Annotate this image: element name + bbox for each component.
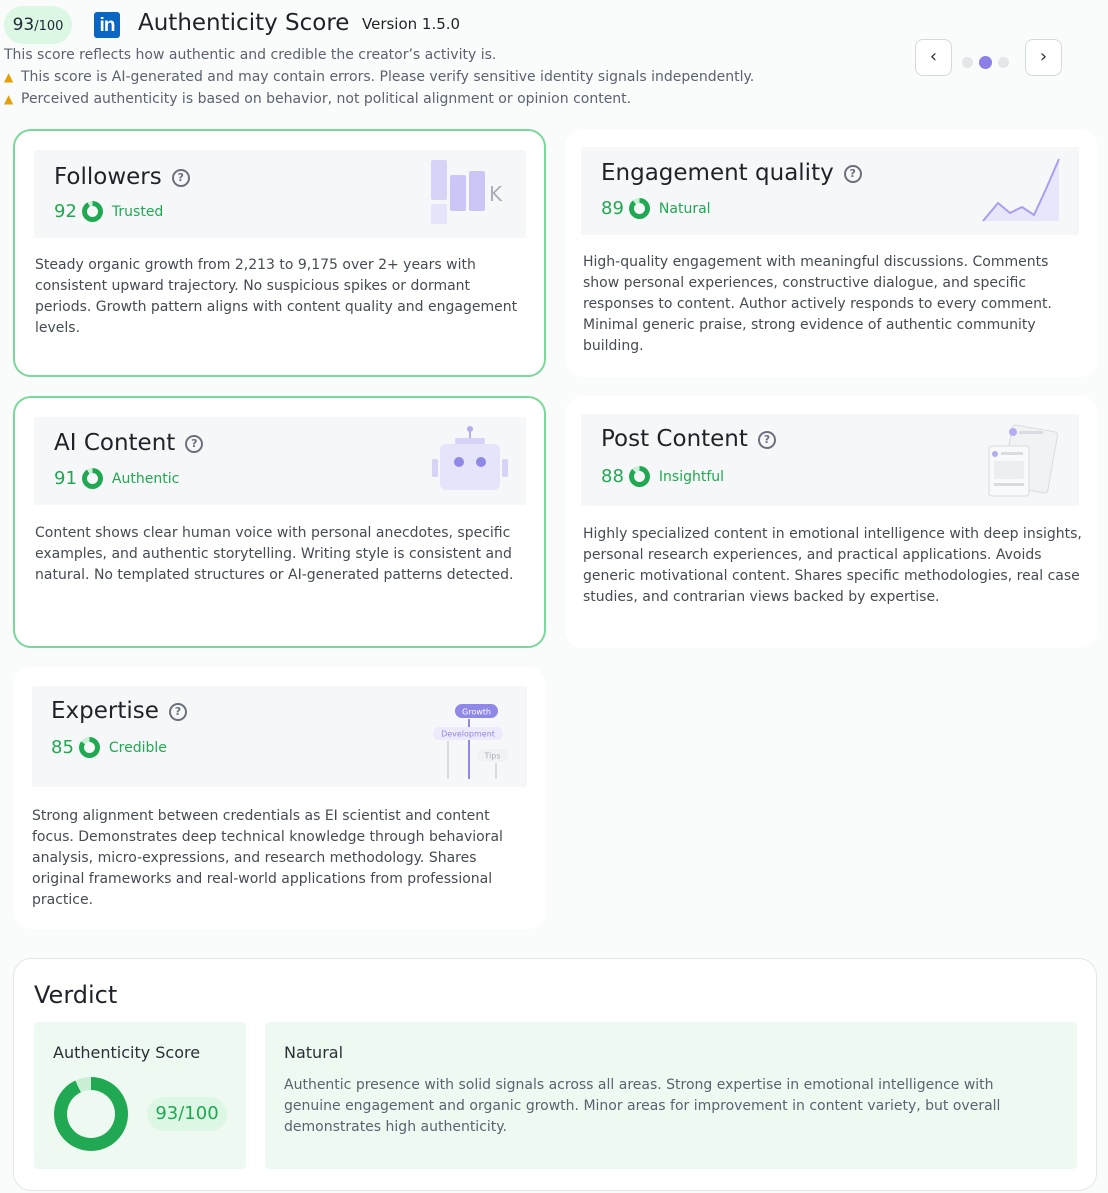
warning-icon: ▲ — [4, 92, 14, 106]
card-score — [54, 201, 163, 222]
score-ring-icon — [79, 737, 100, 758]
score-ring-icon — [82, 201, 103, 222]
page-dot-1[interactable] — [962, 57, 973, 68]
header — [0, 0, 1108, 128]
card-title — [51, 698, 187, 724]
verdict-text: Authentic presence with solid signals across all areas. Strong expertise in emotional intelligence with genuine engagement and organic growth. Minor areas for improvement in content variety, but overall demonstrates high authenticity. — [284, 1077, 1001, 1135]
card-title — [601, 426, 776, 452]
page-title: Authenticity Score — [138, 10, 350, 36]
card-title-text: AI Content — [54, 430, 176, 456]
warning-icon: ▲ — [4, 70, 14, 84]
card-title-text: Engagement quality — [601, 160, 834, 186]
card-description: Highly specialized content in emotional intelligence with deep insights, personal research experiences, and practical applications. Avoids generic motivational content. Shares specific methodologies, real case studies, and contrarian views backed by expertise. — [583, 526, 1082, 605]
card-title — [601, 160, 862, 186]
card-description: Strong alignment between credentials as EI scientist and content focus. Demonstrates deep technical knowledge through behavioral analysis, micro-expressions, and research methodology. Shares original frameworks and real-world applications from professional practice. — [32, 808, 503, 908]
verdict-summary-panel — [265, 1022, 1077, 1169]
score-tag: Natural — [658, 200, 711, 217]
page-dot-3[interactable] — [998, 57, 1009, 68]
expertise-tags-icon — [431, 701, 511, 783]
card-title-text: Post Content — [601, 426, 748, 452]
score-donut-icon — [54, 1077, 128, 1151]
behavior-disclaimer-text: Perceived authenticity is based on behavior, not political alignment or opinion content. — [21, 91, 632, 107]
score-tag: Trusted — [111, 203, 164, 220]
help-icon[interactable]: ? — [844, 165, 862, 183]
card-title — [54, 164, 190, 190]
followers-card[interactable] — [13, 129, 546, 377]
expertise-chip-growth: Growth — [462, 707, 491, 717]
card-description: Content shows clear human voice with personal anecdotes, specific examples, and authentic storytelling. Writing style is consistent and natural. No templated structures or AI-generated patterns detected. — [35, 525, 514, 583]
page-subtitle: This score reflects how authentic and credible the creator’s activity is. — [4, 47, 497, 63]
card-score — [54, 468, 179, 489]
card-title — [54, 430, 203, 456]
verdict-score-badge: 93/100 — [147, 1097, 227, 1131]
page-dot-2[interactable] — [979, 56, 992, 69]
score-tag: Credible — [108, 739, 167, 756]
help-icon[interactable]: ? — [169, 703, 187, 721]
linkedin-logo-text: in — [99, 15, 115, 36]
score-ring-icon — [82, 468, 103, 489]
score-value: 91 — [54, 468, 77, 489]
verdict-score-panel — [34, 1022, 246, 1169]
version-label: Version 1.5.0 — [362, 15, 461, 33]
overall-score-badge — [4, 6, 72, 44]
ai-disclaimer-text: This score is AI-generated and may contain errors. Please verify sensitive identity signals independently. — [21, 69, 755, 85]
pagination-dots — [962, 52, 1015, 71]
expertise-chip-tips: Tips — [484, 751, 501, 761]
verdict-card — [13, 958, 1097, 1191]
engagement-quality-card[interactable] — [565, 129, 1098, 377]
followers-illustration-letter: K — [489, 182, 503, 206]
followers-chart-icon — [429, 157, 511, 227]
help-icon[interactable]: ? — [758, 431, 776, 449]
ai-content-card[interactable] — [13, 396, 546, 648]
score-tag: Insightful — [658, 468, 725, 485]
score-value: 89 — [601, 198, 624, 219]
score-tag: Authentic — [111, 470, 180, 487]
score-ring-icon — [629, 198, 650, 219]
overall-score-value: 93 — [12, 15, 35, 35]
score-value: 85 — [51, 737, 74, 758]
card-description: High-quality engagement with meaningful discussions. Comments show personal experiences, constructive dialogue, and specific responses to content. Author actively responds to every comment. Minimal generic praise, strong evidence of authentic community building. — [583, 254, 1052, 354]
verdict-title: Verdict — [34, 981, 118, 1009]
overall-score-max: /100 — [34, 19, 64, 34]
next-button[interactable] — [1025, 39, 1062, 76]
expertise-chip-development: Development — [441, 729, 495, 739]
expertise-card[interactable] — [13, 667, 546, 929]
card-score — [51, 737, 167, 758]
card-title-text: Expertise — [51, 698, 159, 724]
card-score — [601, 198, 711, 219]
card-title-text: Followers — [54, 164, 162, 190]
chevron-left-icon: ‹ — [929, 46, 938, 67]
score-value: 88 — [601, 466, 624, 487]
card-description: Steady organic growth from 2,213 to 9,175 over 2+ years with consistent upward trajectory. No suspicious spikes or dormant periods. Growth pattern aligns with content quality and engagement levels. — [35, 257, 518, 336]
behavior-disclaimer — [4, 91, 631, 107]
post-documents-icon — [983, 424, 1063, 500]
previous-button[interactable] — [915, 39, 952, 76]
verdict-score-label: Authenticity Score — [53, 1043, 201, 1062]
chevron-right-icon: › — [1039, 46, 1048, 67]
help-icon[interactable]: ? — [172, 169, 190, 187]
score-value: 92 — [54, 201, 77, 222]
score-ring-icon — [629, 466, 650, 487]
ai-disclaimer — [4, 69, 754, 85]
robot-icon — [429, 424, 511, 494]
help-icon[interactable]: ? — [185, 435, 203, 453]
card-score — [601, 466, 724, 487]
verdict-level: Natural — [284, 1043, 344, 1062]
engagement-graph-icon — [980, 155, 1062, 225]
linkedin-logo-icon — [94, 12, 120, 38]
post-content-card[interactable] — [565, 396, 1098, 648]
